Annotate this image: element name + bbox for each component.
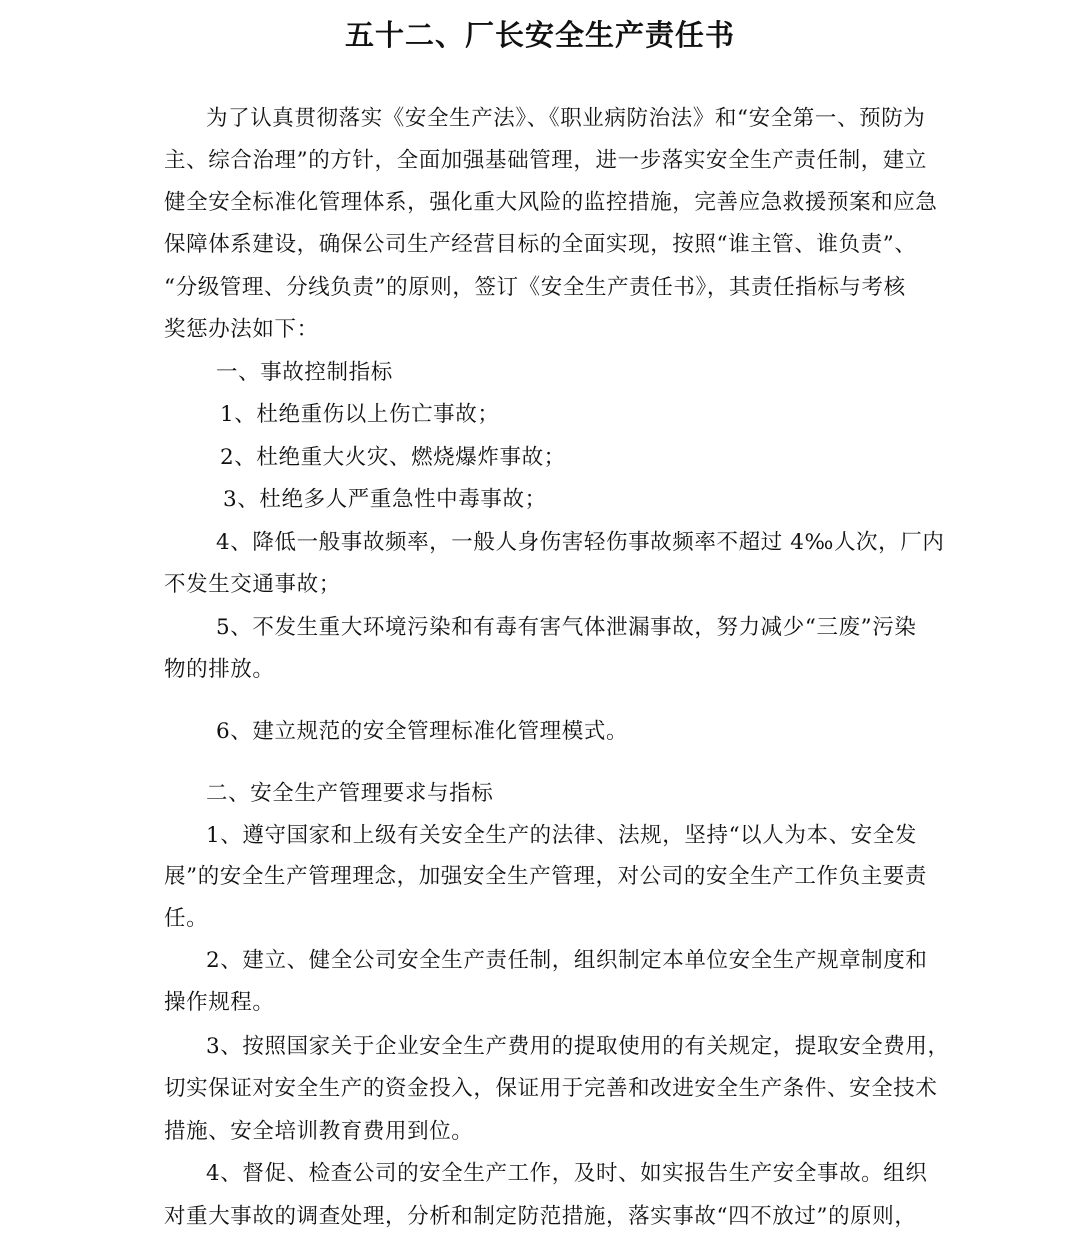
paragraph-line: 主、综合治理”的方针，全面加强基础管理，进一步落实安全生产责任制，建立 [164, 148, 927, 173]
list-item: 1、杜绝重伤以上伤亡事故； [220, 402, 500, 427]
paragraph-line: 健全安全标准化管理体系，强化重大风险的监控措施，完善应急救援预案和应急 [164, 190, 938, 215]
document-title: 五十二、厂长安全生产责任书 [344, 18, 735, 52]
list-item: 4、督促、检查公司的安全生产工作，及时、如实报告生产安全事故。组织 [206, 1161, 928, 1186]
list-item-continuation: 措施、安全培训教育费用到位。 [164, 1119, 474, 1144]
list-item: 6、建立规范的安全管理标准化管理模式。 [216, 719, 629, 744]
list-item: 2、杜绝重大火灾、燃烧爆炸事故； [220, 445, 566, 470]
section-heading: 一、事故控制指标 [216, 360, 393, 385]
list-item: 1、遵守国家和上级有关安全生产的法律、法规，坚持“以人为本、安全发 [206, 823, 917, 848]
list-item: 4、降低一般事故频率，一般人身伤害轻伤事故频率不超过 4‰人次，厂内 [216, 530, 945, 555]
list-item-continuation: 操作规程。 [164, 990, 275, 1015]
list-item-continuation: 任。 [164, 906, 209, 931]
list-item: 3、按照国家关于企业安全生产费用的提取使用的有关规定，提取安全费用， [206, 1034, 950, 1059]
list-item-continuation: 对重大事故的调查处理，分析和制定防范措施，落实事故“四不放过”的原则， [164, 1204, 917, 1229]
list-item-continuation: 切实保证对安全生产的资金投入，保证用于完善和改进安全生产条件、安全技术 [164, 1076, 938, 1101]
list-item: 3、杜绝多人严重急性中毒事故； [223, 487, 547, 512]
paragraph-line: 为了认真贯彻落实《安全生产法》、《职业病防治法》和“安全第一、预防为 [206, 106, 926, 131]
list-item-continuation: 展”的安全生产管理理念，加强安全生产管理，对公司的安全生产工作负主要责 [164, 864, 927, 889]
paragraph-line: “分级管理、分线负责”的原则，签订《安全生产责任书》，其责任指标与考核 [164, 275, 906, 300]
list-item: 5、不发生重大环境污染和有毒有害气体泄漏事故，努力减少“三废”污染 [216, 615, 917, 640]
list-item-continuation: 物的排放。 [164, 657, 275, 682]
list-item: 2、建立、健全公司安全生产责任制，组织制定本单位安全生产规章制度和 [206, 948, 928, 973]
paragraph-line: 保障体系建设，确保公司生产经营目标的全面实现，按照“谁主管、谁负责”、 [164, 232, 917, 257]
paragraph-line: 奖惩办法如下： [164, 317, 319, 342]
section-heading: 二、安全生产管理要求与指标 [206, 781, 494, 806]
list-item-continuation: 不发生交通事故； [164, 572, 341, 597]
